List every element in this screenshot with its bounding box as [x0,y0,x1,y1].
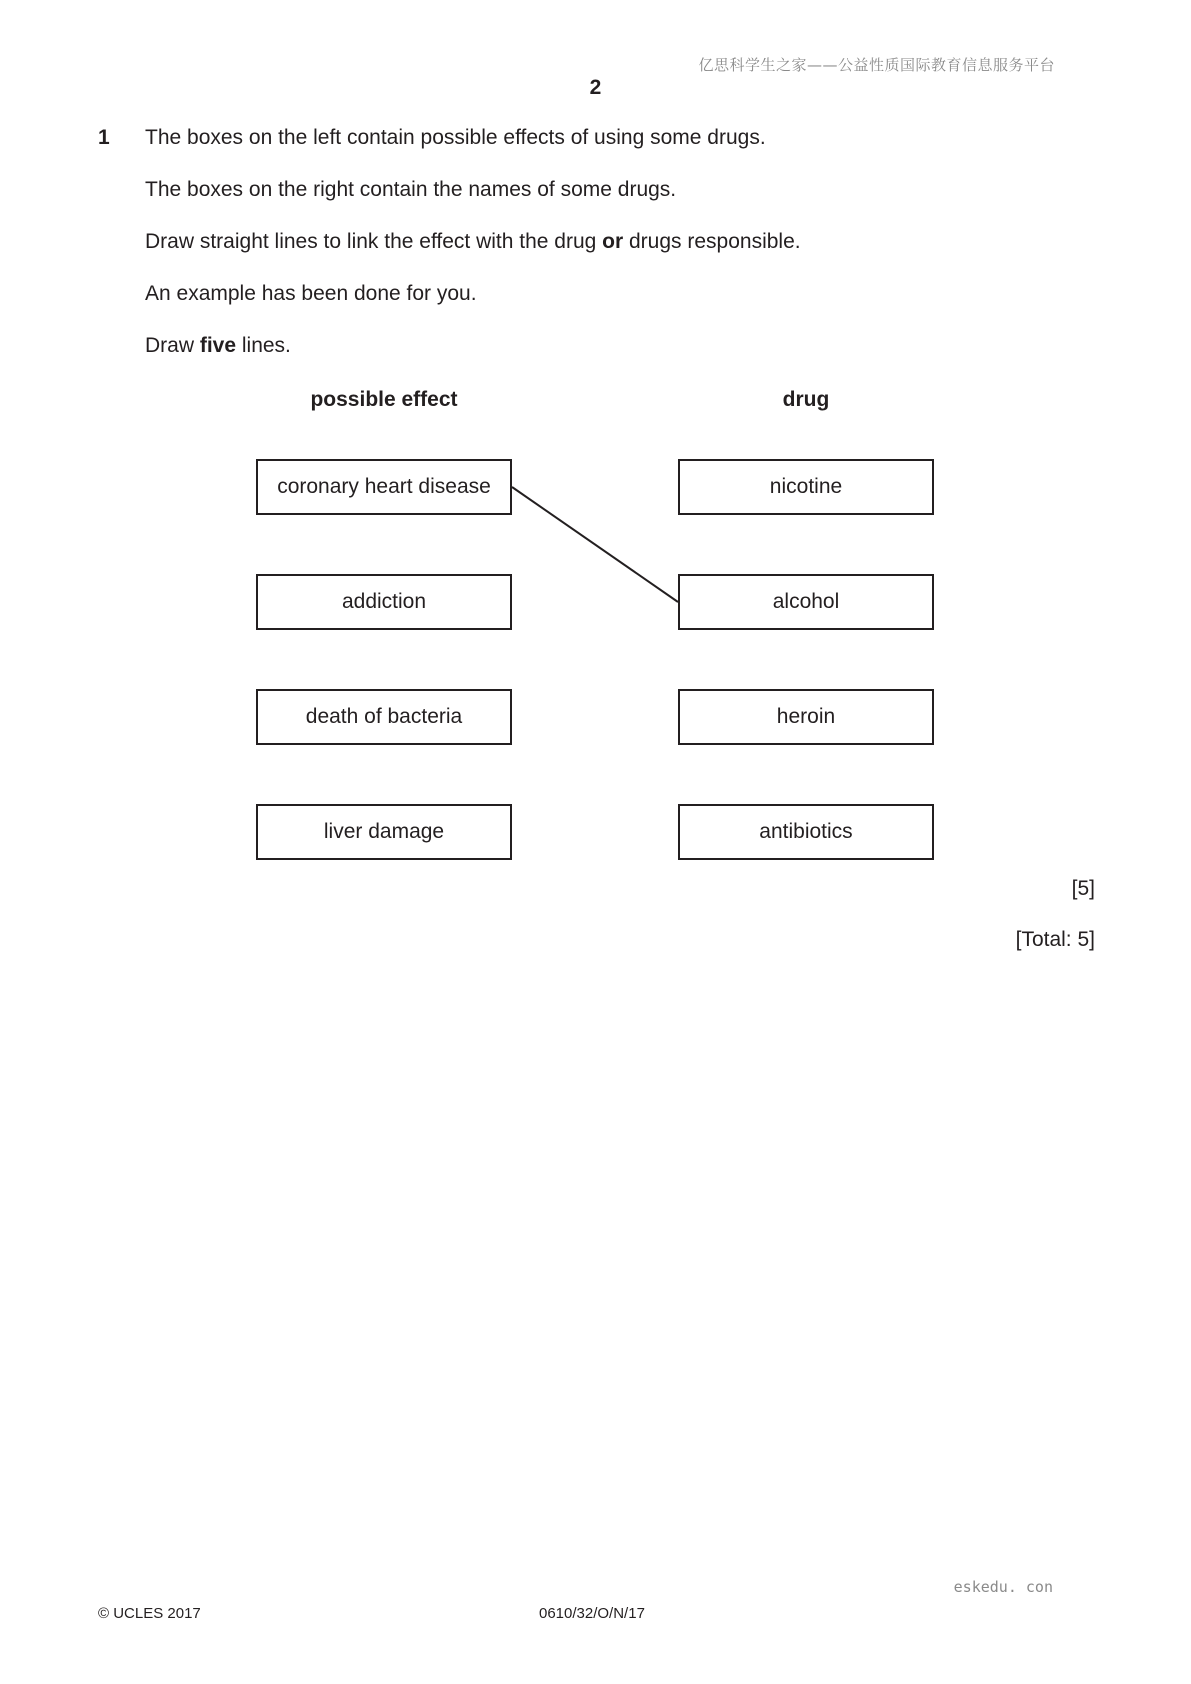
drug-box-nicotine[interactable]: nicotine [678,459,934,515]
possible-effect-header: possible effect [310,388,458,411]
header-watermark: 亿思科学生之家——公益性质国际教育信息服务平台 [698,56,1055,74]
instruction-line-5-emphasis: five [199,334,237,357]
drug-box-alcohol[interactable]: alcohol [678,574,934,630]
drug-box-heroin[interactable]: heroin [678,689,934,745]
total-marks: [Total: 5] [1015,928,1095,951]
drug-header: drug [782,388,830,411]
footer-watermark: eskedu. con [953,1578,1053,1596]
effect-box-coronary-heart-disease[interactable]: coronary heart disease [256,459,512,515]
instruction-line-4: An example has been done for you. [145,282,477,305]
effect-box-liver-damage[interactable]: liver damage [256,804,512,860]
instruction-line-5-start: Draw [145,334,200,357]
instruction-line-3-emphasis: or [602,230,624,253]
instruction-line-5-end: lines. [236,334,291,357]
instruction-line-1: The boxes on the left contain possible effects of using some drugs. [145,126,766,149]
instruction-line-3-start: Draw straight lines to link the effect with the drug [145,230,603,253]
paper-code: 0610/32/O/N/17 [539,1605,645,1622]
drug-box-antibiotics[interactable]: antibiotics [678,804,934,860]
part-marks: [5] [1071,877,1095,900]
effect-box-addiction[interactable]: addiction [256,574,512,630]
effect-box-death-of-bacteria[interactable]: death of bacteria [256,689,512,745]
instruction-line-2: The boxes on the right contain the names of some drugs. [145,178,677,201]
copyright: © UCLES 2017 [98,1605,201,1622]
question-number: 1 [98,126,110,149]
example-link-line [512,487,678,602]
instruction-line-3-end: drugs responsible. [623,230,801,253]
page-number: 2 [589,76,602,99]
